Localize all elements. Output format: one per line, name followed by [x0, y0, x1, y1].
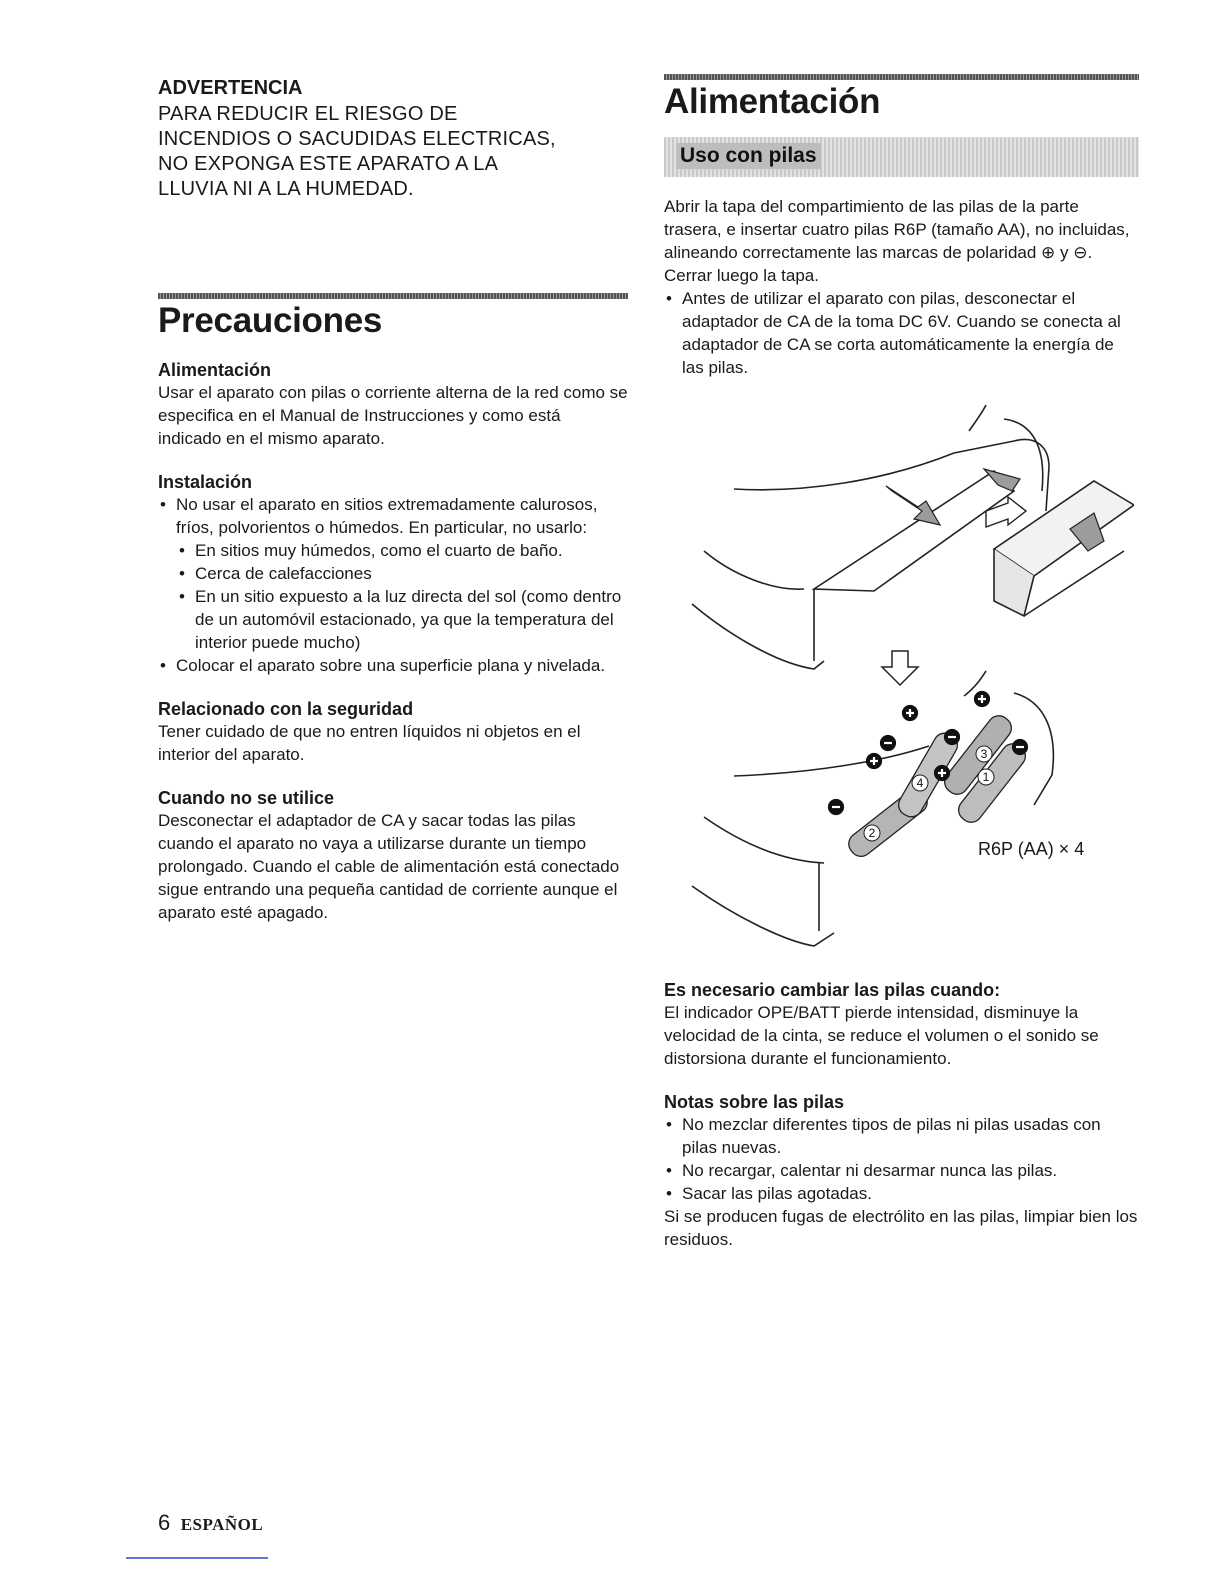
list-item: • Cerca de calefacciones	[176, 562, 628, 585]
notes-subsection	[664, 1091, 1139, 1251]
notes-list	[664, 1113, 1139, 1205]
warning-block	[158, 76, 628, 202]
installation-subsection	[158, 471, 628, 677]
battery-use-band	[664, 137, 1139, 177]
warning-line: INCENDIOS O SACUDIDAS ELECTRICAS,	[158, 128, 556, 150]
list-item	[158, 493, 628, 654]
battery-lid	[994, 481, 1134, 576]
list-item: • Colocar el aparato sobre una superficie plana y nivelada.	[158, 654, 628, 677]
replace-heading: Es necesario cambiar las pilas cuando:	[664, 980, 1001, 1000]
power-text: Usar el aparato con pilas o corriente alterna de la red como se especifica en el Manual de Instrucciones y como está indicado en el mismo aparato.	[158, 383, 628, 448]
battery-number: 1	[982, 770, 990, 784]
list-item: • Sacar las pilas agotadas.	[664, 1182, 1139, 1205]
push-arrow-icon	[984, 469, 1020, 491]
section-rule	[158, 293, 628, 299]
warning-text	[158, 102, 628, 202]
installation-list	[158, 493, 628, 677]
left-column	[158, 76, 628, 924]
list-item: • En sitios muy húmedos, como el cuarto de baño.	[176, 539, 628, 562]
list-item: • No recargar, calentar ni desarmar nunca las pilas.	[664, 1159, 1139, 1182]
power-heading: Alimentación	[158, 360, 272, 380]
battery-use-label: Uso con pilas	[676, 143, 821, 169]
right-column	[664, 74, 1139, 1251]
notes-heading: Notas sobre las pilas	[664, 1092, 845, 1112]
battery-illustration	[664, 401, 1134, 971]
safety-text: Tener cuidado de que no entren líquidos ni objetos en el interior del aparato.	[158, 722, 581, 764]
unused-heading: Cuando no se utilice	[158, 788, 335, 808]
battery-slot	[814, 471, 1014, 591]
device-side-edge	[704, 817, 824, 863]
device-bottom-outline	[692, 671, 1053, 946]
unused-subsection	[158, 787, 628, 924]
power-section-title: Alimentación	[664, 82, 881, 121]
safety-heading: Relacionado con la seguridad	[158, 699, 414, 719]
section-rule	[664, 74, 1139, 80]
safety-subsection	[158, 698, 628, 766]
warning-line: LLUVIA NI A LA HUMEDAD.	[158, 178, 414, 200]
battery-number: 3	[980, 747, 988, 761]
list-item: • No mezclar diferentes tipos de pilas ni pilas usadas con pilas nuevas.	[664, 1113, 1139, 1159]
battery-figure	[664, 401, 1134, 971]
precautions-title: Precauciones	[158, 301, 383, 340]
power-subsection	[158, 359, 628, 450]
installation-sublist	[176, 539, 628, 654]
device-top-edge	[734, 746, 929, 776]
notes-closing: Si se producen fugas de electrólito en las pilas, limpiar bien los residuos.	[664, 1207, 1138, 1249]
device-side-edge	[704, 551, 804, 589]
replace-subsection	[664, 979, 1139, 1070]
power-intro: Abrir la tapa del compartimiento de las pilas de la parte trasera, e insertar cuatro pilas R6P (tamaño AA), no incluidas, alineando correctamente las marcas de polaridad ⊕ y ⊖. Cerrar luego la tapa.	[664, 197, 1130, 285]
warning-line: PARA REDUCIR EL RIESGO DE	[158, 103, 458, 125]
open-arrow-icon	[986, 497, 1026, 527]
device-bottom-edge	[692, 886, 834, 946]
page-number: 6	[158, 1510, 171, 1535]
figure-caption: R6P (AA) × 4	[978, 839, 1085, 859]
cover-edge	[969, 405, 986, 431]
list-item: • Antes de utilizar el aparato con pilas, desconectar el adaptador de CA de la toma DC 6V. Cuando se conecta al adaptador de CA se corta automáticamente la energía de las pilas.	[664, 287, 1139, 379]
page-footer	[158, 1510, 263, 1536]
battery-number: 4	[916, 776, 924, 790]
replace-text: El indicador OPE/BATT pierde intensidad, disminuye la velocidad de la cinta, se reduce el volumen o el sonido se distorsiona durante el funcionamiento.	[664, 1003, 1099, 1068]
language-label: ESPAÑOL	[180, 1515, 264, 1534]
precautions-section	[158, 293, 628, 924]
list-item-text: No usar el aparato en sitios extremadamente calurosos, fríos, polvorientos o húmedos. En particular, no usarlo:	[176, 495, 598, 537]
list-item: • En un sitio expuesto a la luz directa del sol (como dentro de un automóvil estacionado, ya que la temperatura del interior puede mucho)	[176, 585, 628, 654]
warning-title: ADVERTENCIA	[158, 77, 303, 99]
device-outline	[692, 405, 1134, 669]
device-bottom-edge	[692, 604, 824, 669]
battery-number: 2	[868, 826, 876, 840]
unused-text: Desconectar el adaptador de CA y sacar todas las pilas cuando el aparato no vaya a utilizarse durante un tiempo prolongado. Cuando el cable de alimentación está conectado sigue entrando una pequeña cantidad de corriente aunque el aparato esté apagado.	[158, 811, 620, 922]
installation-heading: Instalación	[158, 472, 253, 492]
down-arrow-icon	[882, 651, 918, 685]
footer-divider	[126, 1557, 268, 1559]
power-note-list	[664, 287, 1139, 379]
slide-arrow-icon	[886, 486, 940, 525]
warning-line: NO EXPONGA ESTE APARATO A LA	[158, 153, 499, 175]
